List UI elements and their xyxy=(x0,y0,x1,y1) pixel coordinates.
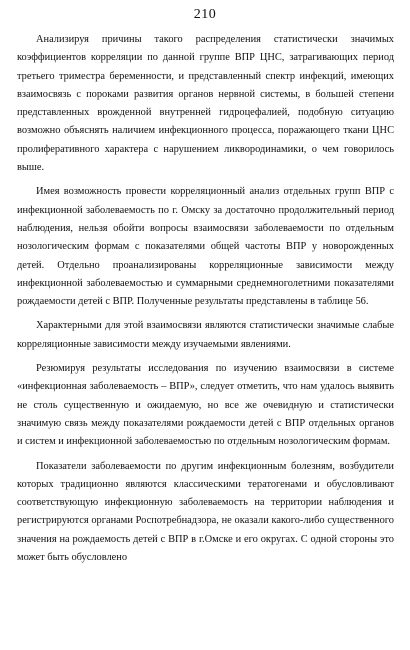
paragraph-2: Имея возможность провести корреляционный анализ отдельных групп ВПР с инфекционной заболеваемость по г. Омску за достаточно продолжительный период наблюдения, нельзя обойти вопросы взаимосвязи заболеваемости по отдельным нозологическим формам с показателями общей частоты ВПР у новорожденных детей. Отдельно проанализированы корреляционные зависимости между инфекционной заболеваемостью и суммарными среднемноголетними показателями рождаемости детей с ВПР. Полученные результаты представлены в таблице 56. xyxy=(17,186,394,308)
paragraph-4: Резюмируя результаты исследования по изучению взаимосвязи в системе «инфекционная заболеваемость – ВПР», следует отметить, что нам удалось выявить не столь существенную и ожидаемую, но все же очевидную и статистически значимую связь между показателями рождаемости детей с ВПР отдельных органов и систем и инфекционной заболеваемостью по отдельным нозологическим формам. xyxy=(17,363,394,448)
paragraph-1: Анализируя причины такого распределения статистически значимых коэффициентов корреляции по данной группе ВПР ЦНС, затрагивающих период третьего триместра беременности, и представленный спектр инфекций, имеющих взаимосвязь с пороками развития органов нервной системы, в большей степени представленных врожденной внутренней гидроцефалией, подобную ситуацию возможно объяснять наличием инфекционного процесса, поражающего ткани ЦНС пролиферативного характера с нарушением ликвородинамики, о чем говорилось выше. xyxy=(17,34,394,174)
paragraph-5: Показатели заболеваемости по другим инфекционным болезням, возбудители которых традиционно являются классическими тератогенами и обусловливают соответствующую инфекционную заболеваемость на территории наблюдения и регистрируются органами Роспотребнадзора, не оказали какого-либо существенного значения на рождаемость детей с ВПР в г.Омске и его округах. С одной стороны это может быть обусловлено xyxy=(17,460,394,564)
page-number: 210 xyxy=(193,7,217,22)
paragraph-3: Характерными для этой взаимосвязи являются статистически значимые слабые корреляционные зависимости между изучаемыми явлениями. xyxy=(17,320,394,350)
page-body xyxy=(17,31,394,567)
